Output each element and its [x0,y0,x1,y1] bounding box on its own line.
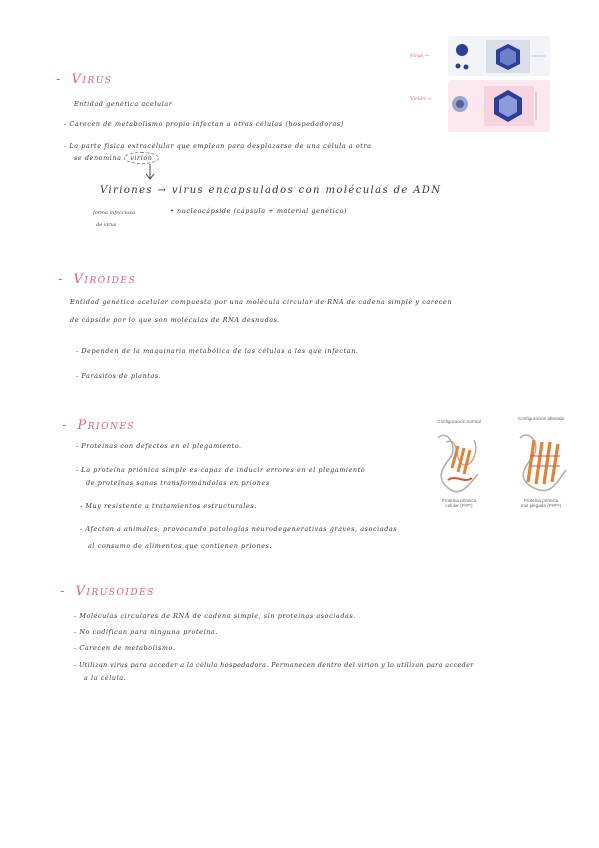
bullet-item: - Carecen de metabolismo. [74,644,176,652]
bullet-item: - Dependen de la maquinaria metabólica de las células a las que infectan. [76,347,359,355]
caption-line: mal plegada (PrPˢᶜ) [520,503,562,508]
bullet-item: - Parásitos de plantas. [76,372,162,380]
text-line: Entidad genética acelular [74,100,173,108]
section-title: Viroides [73,272,137,287]
figure-label-text: Virión [410,96,426,102]
text-line: - Carecen de metabolismo propio infectan a otras células (hospedadoras) [64,120,344,128]
text-line: • nucleocápside (cápsula + material genético) [170,207,348,215]
section-title: Priones [77,418,136,433]
bullet-item-continuation: a la célula. [84,674,127,682]
figure-caption [424,498,494,508]
text-line: de cápside por lo que son moléculas de RNA desnudas. [70,316,281,324]
bullet-item: - La proteína priónica simple es capaz de inducir errores en el plegamiento [76,466,366,474]
prion-figure [424,414,578,524]
figure-label: Virus → [410,53,430,59]
down-arrow-icon [145,163,155,181]
bullet-item: - Muy resistente a tratamientos estructurales. [80,502,257,510]
section-virusoides-heading [60,580,155,599]
bullet-item: - Afectan a animales, provocando patologías neurodegenerativas graves, asociadas [80,525,398,533]
figure-caption: Configuración normal [437,419,481,424]
figure-label-text: Virus [410,53,424,59]
bullet-item: - No codifican para ninguna proteína. [74,628,218,636]
section-title: Virusoides [75,584,155,599]
misfolded-prion-protein-image [512,426,574,494]
heading-dash: - [58,272,63,287]
heading-dash: - [56,72,61,87]
section-title: Virus [71,72,113,87]
bullet-item-continuation: de proteínas sanas transformándolas en priones [86,479,270,487]
virion-definition: Viriones → virus encapsulados con moléculas de ADN [100,185,442,196]
figure-caption [506,498,576,508]
bullet-item: - Moléculas circulares de RNA de cadena simple, sin proteínas asociadas. [74,612,356,620]
normal-prion-protein-image [428,428,490,494]
virion-figure-image [448,80,550,132]
caption-line: celular (PrPᶜ) [445,503,473,508]
bullet-item: - Proteínas con defectos en el plegamiento. [76,442,242,450]
virus-figure-image [448,36,550,76]
bullet-item-continuation: al consumo de alimentos que contienen priones. [88,542,273,550]
heading-dash: - [60,584,65,599]
side-note: forma infecciosa [93,210,135,216]
side-note: de virus [96,222,117,228]
caption-line: Proteína priónica [441,498,477,503]
bullet-item: - Utilizan virus para acceder a la célula hospedadora. Permanecen dentro del virión y lo utilizan para acceder [74,661,474,669]
figure-caption: Configuración alterada [517,416,565,421]
text-line: - La parte física extracelular que emplean para desplazarse de una célula a otra [64,142,372,150]
caption-line: Proteína priónica [523,498,559,503]
section-virus-heading [56,68,112,87]
text-fragment: se denomina [74,154,122,162]
text-line [74,154,159,162]
section-priones-heading [62,414,135,433]
heading-dash: - [62,418,67,433]
circled-word: virión [124,152,158,164]
section-viroides-heading [58,268,136,287]
text-line: Entidad genética acelular compuesta por una molécula circular de RNA de cadena simple y carecen [70,298,453,306]
figure-label: Virión → [410,96,432,102]
